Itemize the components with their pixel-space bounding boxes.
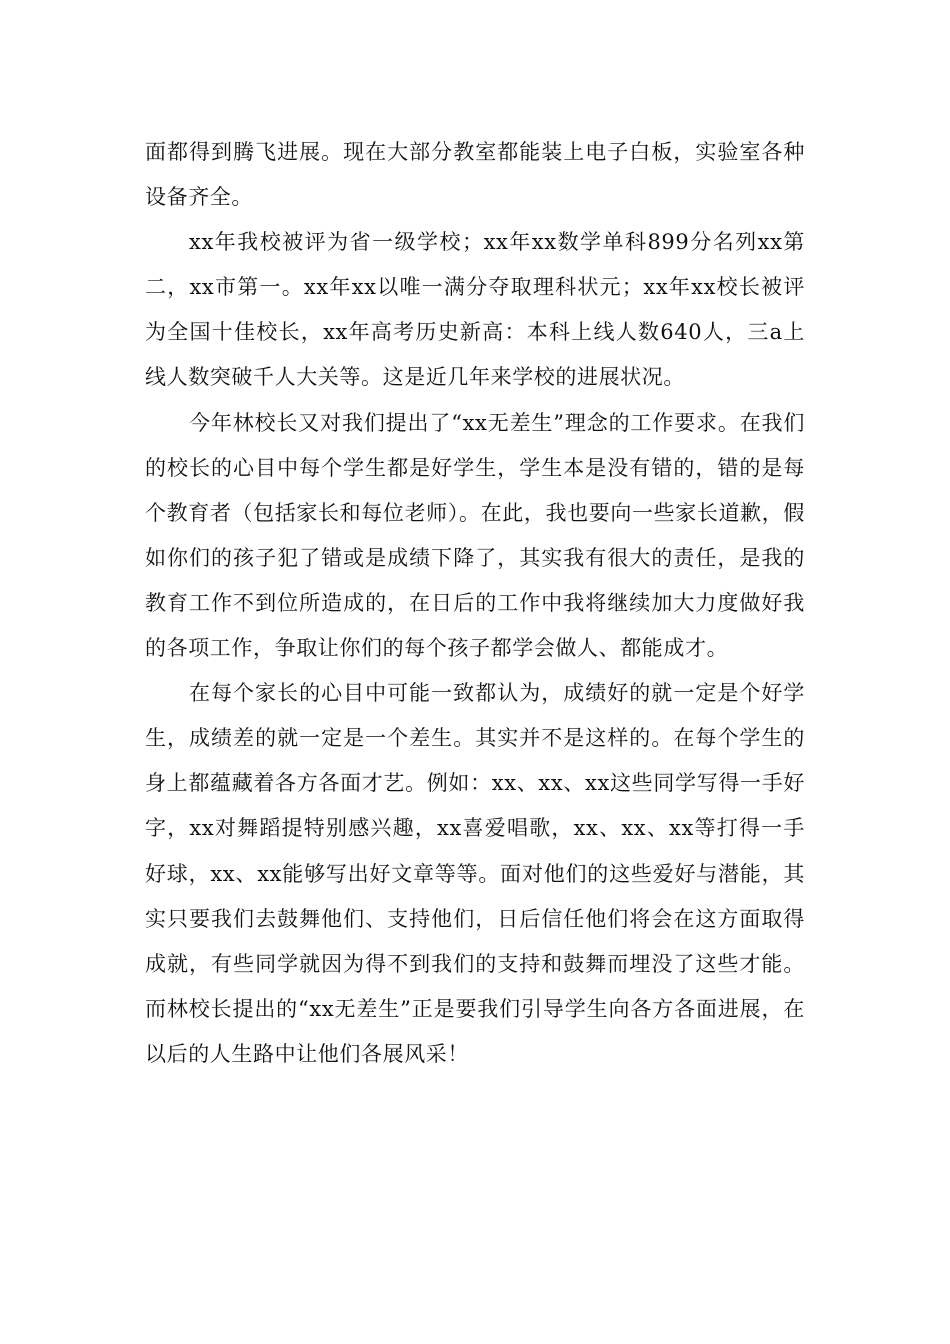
paragraph-4: 在每个家长的心目中可能一致都认为，成绩好的就一定是个好学生，成绩差的就一定是一个差生。其实并不是这样的。在每个学生的身上都蕴藏着各方各面才艺。例如：xx、xx、xx这些同学写得一手好字，xx对舞蹈提特别感兴趣，xx喜爱唱歌，xx、xx、xx等打得一手好球，xx、xx能够写出好文章等等。面对他们的这些爱好与潜能，其实只要我们去鼓舞他们、支持他们，日后信任他们将会在这方面取得成就，有些同学就因为得不到我们的支持和鼓舞而埋没了这些才能。而林校长提出的“xx无差生”正是要我们引导学生向各方各面进展，在以后的人生路中让他们各展风采！ bbox=[145, 681, 805, 1066]
paragraph-1: 面都得到腾飞进展。现在大部分教室都能装上电子白板，实验室各种设备齐全。 bbox=[145, 140, 805, 210]
paragraph-3: 今年林校长又对我们提出了“xx无差生”理念的工作要求。在我们的校长的心目中每个学生都是好学生，学生本是没有错的，错的是每个教育者（包括家长和每位老师）。在此，我也要向一些家长道歉，假如你们的孩子犯了错或是成绩下降了，其实我有很大的责任，是我的教育工作不到位所造成的，在日后的工作中我将继续加大力度做好我的各项工作，争取让你们的每个孩子都学会做人、都能成才。 bbox=[145, 410, 805, 661]
document-body bbox=[145, 130, 805, 1077]
paragraph-2: xx年我校被评为省一级学校；xx年xx数学单科899分名列xx第二，xx市第一。xx年xx以唯一满分夺取理科状元；xx年xx校长被评为全国十佳校长，xx年高考历史新高：本科上线人数640人，三a上线人数突破千人大关等。这是近几年来学校的进展状况。 bbox=[145, 230, 805, 390]
